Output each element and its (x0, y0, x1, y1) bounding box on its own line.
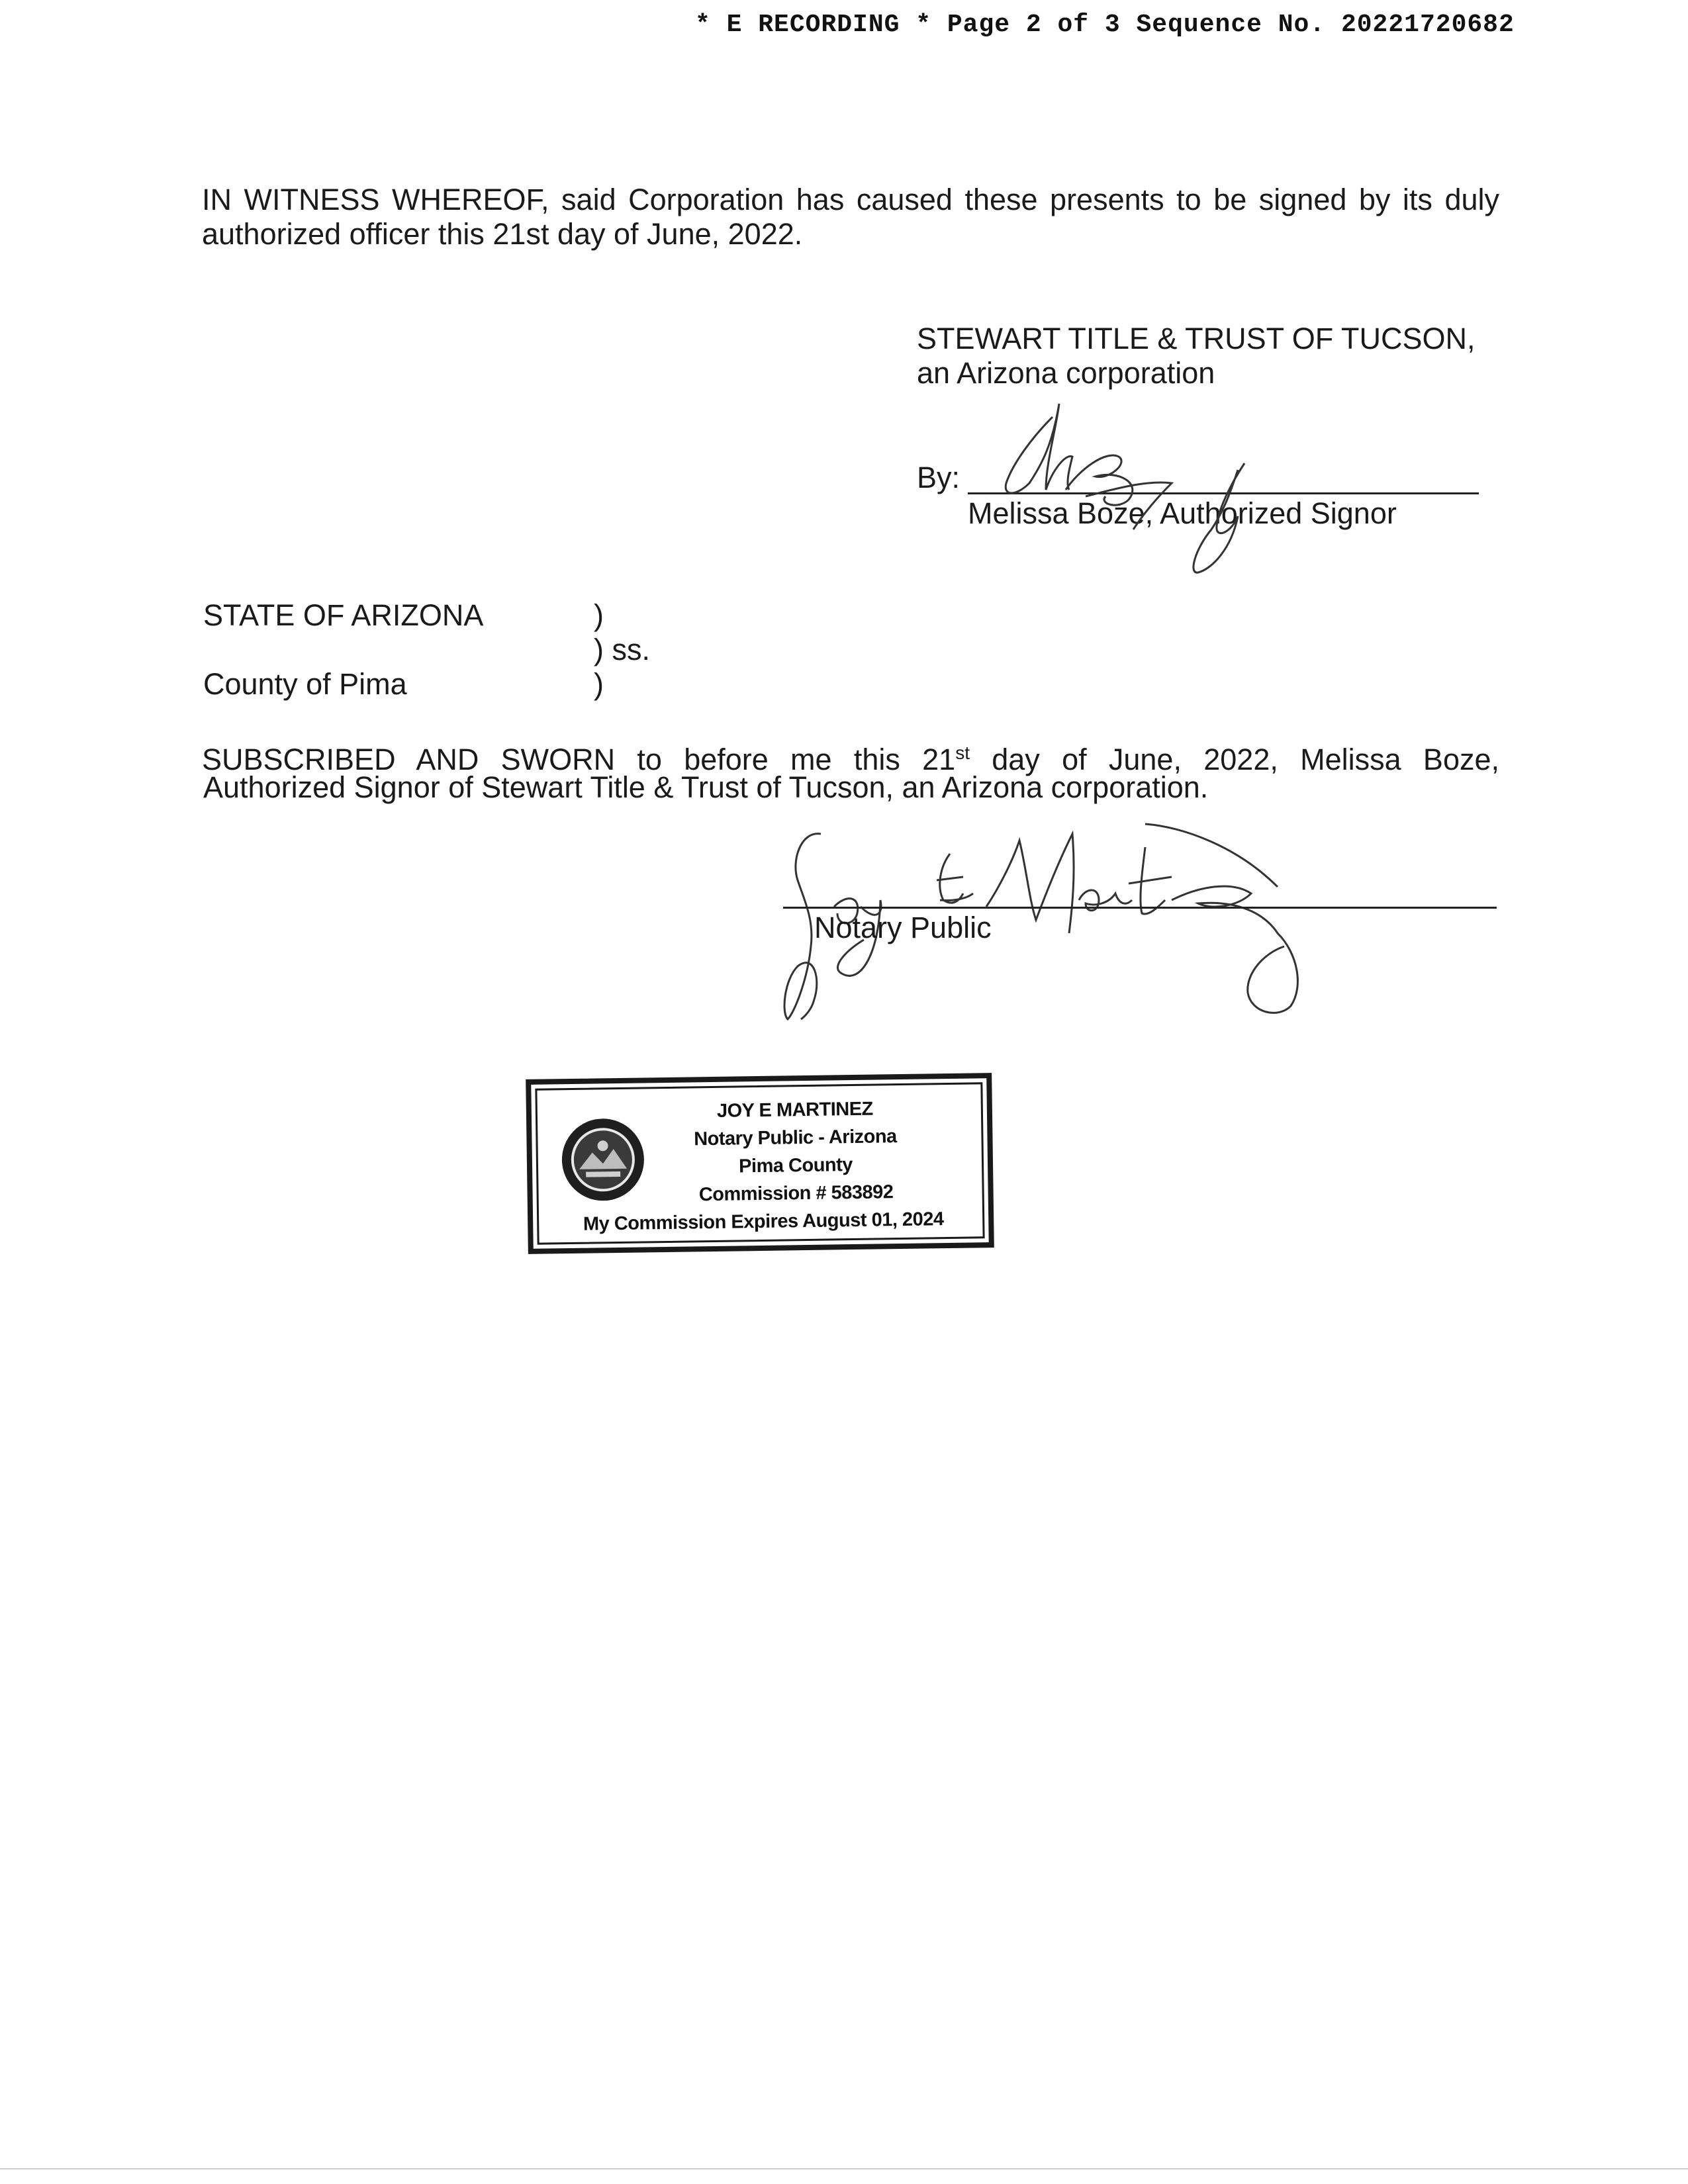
venue-paren-bottom: ) (594, 667, 604, 701)
venue-paren-ss: ) ss. (594, 633, 650, 666)
venue-paren-top: ) (594, 598, 604, 632)
ordinal-suffix: st (955, 743, 970, 763)
scan-speck (85, 68, 87, 69)
stamp-county: Pima County (738, 1154, 853, 1177)
company-descriptor: an Arizona corporation (917, 356, 1215, 390)
by-label: By: (917, 461, 961, 494)
scan-footer-line (0, 2168, 1688, 2169)
notary-stamp-text (583, 1093, 983, 1238)
notary-stamp (526, 1073, 994, 1254)
witness-clause: IN WITNESS WHEREOF, said Corporation has caused these presents to be signed by its duly authorized officer this 21st day of June, 2022. (202, 183, 1499, 251)
stamp-notary-name: JOY E MARTINEZ (716, 1098, 873, 1122)
venue-county: County of Pima (203, 667, 407, 701)
jurat-line-1-end: day of June, 2022, Melissa Boze, (969, 743, 1499, 776)
recording-header: * E RECORDING * Page 2 of 3 Sequence No. 20221720682 (695, 11, 1515, 39)
venue-state: STATE OF ARIZONA (203, 598, 484, 632)
notary-stamp-frame (535, 1082, 984, 1244)
stamp-commission-expiry: My Commission Expires August 01, 2024 (583, 1208, 944, 1235)
company-signer-caption: Melissa Boze, Authorized Signor (968, 496, 1397, 530)
jurat-line-1-start: SUBSCRIBED AND SWORN to before me this 21 (202, 743, 956, 776)
company-signature (953, 390, 1297, 589)
notary-signature-line (783, 907, 1497, 909)
stamp-notary-title: Notary Public - Arizona (694, 1126, 897, 1150)
notary-caption: Notary Public (814, 911, 992, 944)
stamp-commission-number: Commission # 583892 (698, 1181, 894, 1206)
jurat-line-2: Authorized Signor of Stewart Title & Trust of Tucson, an Arizona corporation. (203, 770, 1209, 804)
company-name: STEWART TITLE & TRUST OF TUCSON, (917, 322, 1476, 355)
